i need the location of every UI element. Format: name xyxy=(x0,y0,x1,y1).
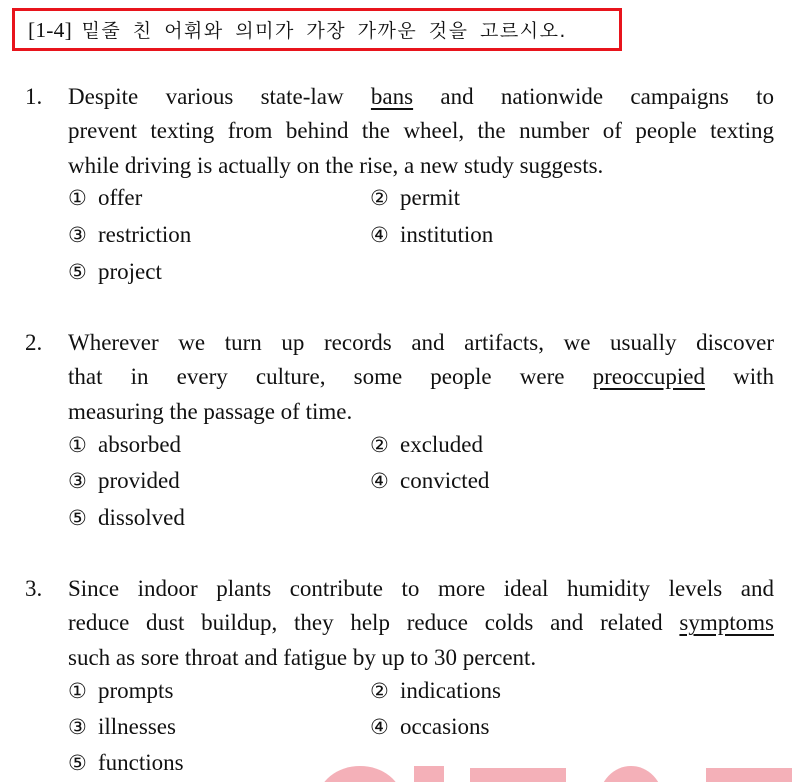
stem-line xyxy=(68,641,774,675)
choice-1[interactable] xyxy=(68,183,142,213)
circled-number-5-icon: ⑤ xyxy=(68,506,87,530)
stem-line xyxy=(68,80,774,114)
circled-number-5-icon: ⑤ xyxy=(68,260,87,284)
choice-label: convicted xyxy=(400,468,490,493)
choice-label: provided xyxy=(98,468,180,493)
choice-label: occasions xyxy=(400,714,490,739)
circled-number-2-icon: ② xyxy=(370,433,389,457)
circled-number-4-icon: ④ xyxy=(370,715,389,739)
stem-text: while driving is actually on the rise, a new study suggests. xyxy=(68,152,604,178)
underlined-word: preoccupied xyxy=(592,364,705,390)
choice-4[interactable] xyxy=(370,712,489,742)
stem-text: that in every culture, some people were xyxy=(68,364,593,390)
question-number: 3. xyxy=(25,576,43,601)
stem-line xyxy=(68,360,774,394)
choice-4[interactable] xyxy=(370,220,493,250)
stem-line xyxy=(68,606,774,640)
choice-3[interactable] xyxy=(68,220,191,250)
choice-5[interactable] xyxy=(68,748,184,778)
question-stem xyxy=(68,572,774,675)
question-stem xyxy=(68,326,774,429)
choice-2[interactable] xyxy=(370,676,501,706)
choice-label: restriction xyxy=(98,222,192,247)
choice-label: project xyxy=(98,259,162,284)
stem-text: prevent texting from behind the wheel, the number of people texting xyxy=(68,118,774,144)
stem-text: with xyxy=(704,364,774,390)
choice-label: dissolved xyxy=(98,505,185,530)
circled-number-4-icon: ④ xyxy=(370,469,389,493)
choice-label: permit xyxy=(400,185,461,210)
underlined-word: bans xyxy=(370,84,414,109)
stem-text: measuring the passage of time. xyxy=(68,398,353,424)
circled-number-1-icon: ① xyxy=(68,679,87,703)
stem-line xyxy=(68,326,774,360)
stem-line xyxy=(68,395,774,429)
stem-text: Despite various state-law xyxy=(68,84,371,109)
choice-label: absorbed xyxy=(98,432,182,457)
choice-label: offer xyxy=(98,185,143,210)
instruction-korean: 밑줄 친 어휘와 의미가 가장 가까운 것을 고르시오. xyxy=(81,20,567,42)
choice-label: functions xyxy=(98,750,184,775)
underlined-word: symptoms xyxy=(679,610,774,636)
stem-text: reduce dust buildup, they help reduce colds and related xyxy=(68,610,680,636)
choice-3[interactable] xyxy=(68,712,176,742)
stem-text: Since indoor plants contribute to more ideal humidity levels and xyxy=(68,576,774,601)
stem-line xyxy=(68,572,774,606)
question-range: [1-4] xyxy=(28,18,72,42)
circled-number-3-icon: ③ xyxy=(68,469,87,493)
circled-number-2-icon: ② xyxy=(370,679,389,703)
stem-text: such as sore throat and fatigue by up to 30 percent. xyxy=(68,644,537,670)
choice-label: indications xyxy=(400,678,501,703)
choice-4[interactable] xyxy=(370,466,489,496)
stem-line xyxy=(68,114,774,148)
circled-number-1-icon: ① xyxy=(68,186,87,210)
choice-2[interactable] xyxy=(370,430,483,460)
question-stem xyxy=(68,80,774,183)
instruction-text xyxy=(28,16,567,43)
choice-1[interactable] xyxy=(68,676,173,706)
circled-number-4-icon: ④ xyxy=(370,223,389,247)
circled-number-3-icon: ③ xyxy=(68,715,87,739)
choice-label: institution xyxy=(400,222,494,247)
question-number: 2. xyxy=(25,330,43,355)
instruction-box xyxy=(12,8,622,51)
choice-5[interactable] xyxy=(68,257,162,287)
question-number: 1. xyxy=(25,84,43,109)
stem-text: Wherever we turn up records and artifacts, we usually discover xyxy=(68,330,774,355)
circled-number-3-icon: ③ xyxy=(68,223,87,247)
choice-label: excluded xyxy=(400,432,484,457)
circled-number-5-icon: ⑤ xyxy=(68,751,87,775)
stem-line xyxy=(68,149,774,183)
choice-5[interactable] xyxy=(68,503,185,533)
choice-1[interactable] xyxy=(68,430,181,460)
choice-label: illnesses xyxy=(98,714,176,739)
choice-2[interactable] xyxy=(370,183,460,213)
stem-text: and nationwide campaigns to xyxy=(413,84,774,109)
circled-number-1-icon: ① xyxy=(68,433,87,457)
choice-label: prompts xyxy=(98,678,174,703)
circled-number-2-icon: ② xyxy=(370,186,389,210)
choice-3[interactable] xyxy=(68,466,180,496)
